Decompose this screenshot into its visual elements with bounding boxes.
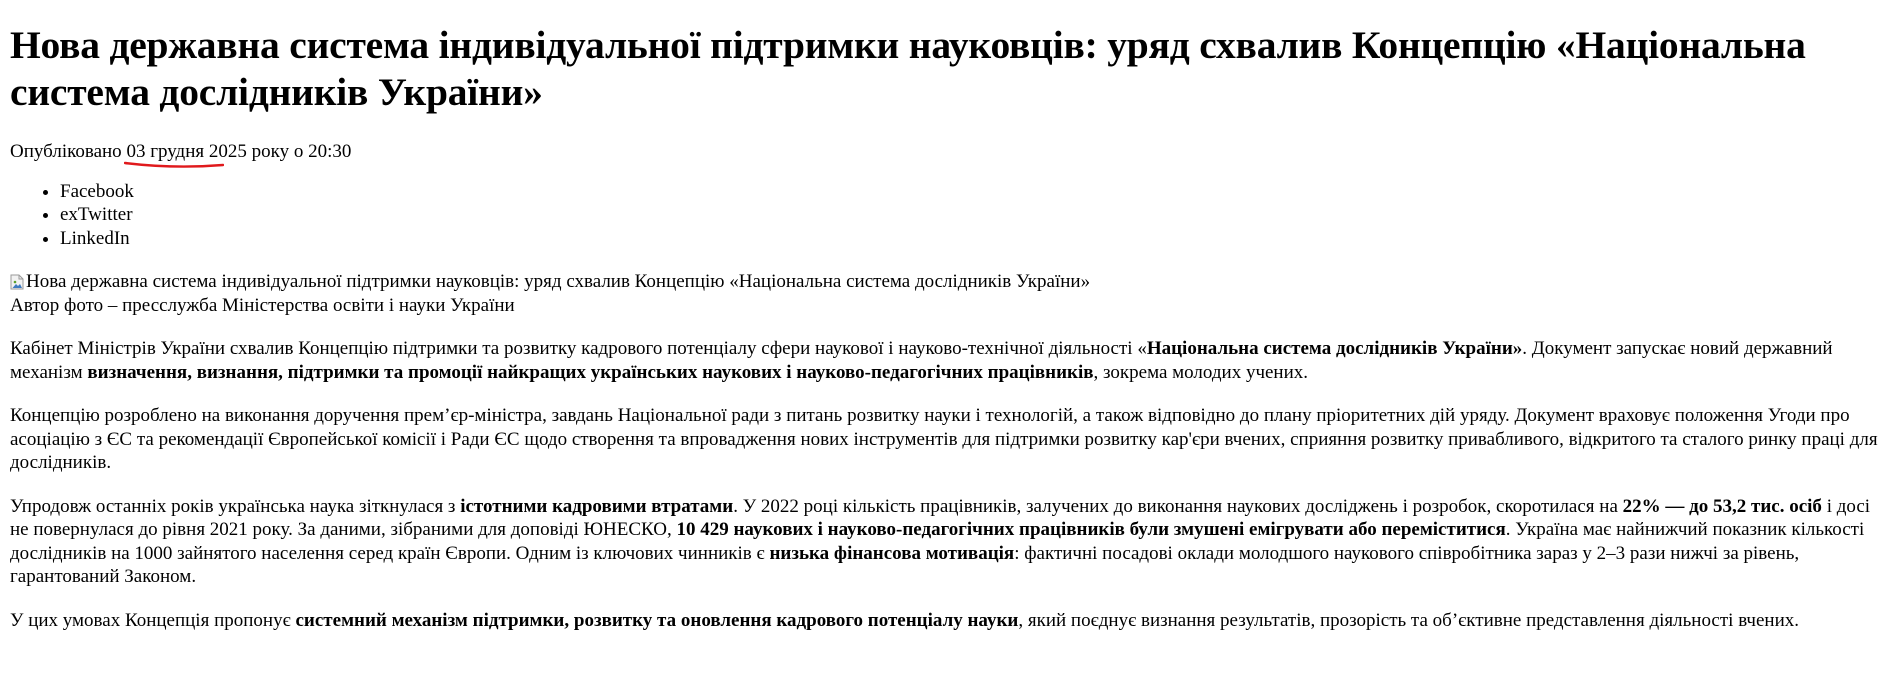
paragraph-3: Упродовж останніх років українська наука зіткнулася з істотними кадровими втратами. У 2022 році кількість працівників, залучених до виконання наукових досліджень і розробок, скоротилася на 22% — до 53,2 тис. осіб і досі не повернулася до рівня 2021 року. За даними, зібраними для доповіді ЮНЕСКО, 10 429 наукових і науково-педагогічних працівників були змушені емігрувати або переміститися. Україна має найнижчий показник кількості дослідників на 1000 зайнятого населення серед країн Європи. Одним із ключових чинників є низька фінансова мотивація: фактичні посадові оклади молодшого наукового співробітника зараз у 2–3 рази нижчі за рівень, гарантований Законом. (10, 495, 1871, 587)
share-twitter[interactable] (60, 203, 1888, 227)
share-twitter-label[interactable]: exTwitter (60, 204, 133, 225)
bold-text: істотними кадровими втратами (460, 495, 734, 517)
broken-image-icon (10, 274, 24, 290)
share-facebook[interactable] (60, 180, 1888, 204)
share-linkedin-label[interactable]: LinkedIn (60, 227, 130, 249)
red-underline-annotation (124, 160, 224, 170)
bold-text: низька фінансова мотивація (769, 542, 1015, 564)
share-linkedin[interactable] (60, 227, 1888, 251)
share-list (10, 180, 1888, 251)
image-alt-text: Нова державна система індивідуальної підтримки науковців: уряд схвалив Концепцію «Національна система дослідників України» (26, 271, 1091, 292)
published-time: о 20:30 (293, 141, 352, 162)
article-title: Нова державна система індивідуальної підтримки науковців: уряд схвалив Концепцію «Національна система дослідників України» (10, 23, 1806, 114)
published-prefix: Опубліковано (10, 141, 122, 162)
image-caption: Автор фото – пресслужба Міністерства освіти і науки України (10, 294, 515, 316)
published-date-text: 03 грудня 2025 року (126, 141, 290, 162)
paragraph-2: Концепцію розроблено на виконання доручення прем’єр-міністра, завдань Національної ради з питань розвитку науки і технологій, а також відповідно до плану пріоритетних дій уряду. Документ враховує положення Угоди про асоціацію з ЄС та рекомендації Європейської комісії і Ради ЄС щодо створення та впровадження нових інструментів для підтримки розвитку кар'єри вчених, сприяння розвитку привабливого, відкритого та сталого ринку праці для дослідників. (10, 405, 1878, 473)
bold-text: системний механізм підтримки, розвитку та оновлення кадрового потенціалу науки (295, 609, 1019, 631)
published-date (126, 140, 289, 164)
bold-text: Національна система дослідників України» (1146, 338, 1523, 359)
bold-text: 22% — до 53,2 тис. осіб (1622, 495, 1822, 517)
bold-text: визначення, визнання, підтримки та промоції найкращих українських наукових і науково-педагогічних працівників (87, 361, 1094, 383)
paragraph-1: Кабінет Міністрів України схвалив Концепцію підтримки та розвитку кадрового потенціалу сфери наукової і науково-технічної діяльності «Національна система дослідників України». Документ запускає новий державний механізм визначення, визнання, підтримки та промоції найкращих українських наукових і науково-педагогічних працівників, зокрема молодих учених. (10, 338, 1833, 383)
article-image (10, 270, 1888, 294)
article-figure (10, 270, 1888, 317)
paragraph-4: У цих умовах Концепція пропонує системний механізм підтримки, розвитку та оновлення кадрового потенціалу науки, який поєднує визнання результатів, прозорість та об’єктивне представлення діяльності вчених. (10, 609, 1800, 631)
published-line (10, 140, 1888, 164)
bold-text: 10 429 наукових і науково-педагогічних працівників були змушені емігрувати або переміститися (676, 519, 1506, 540)
share-facebook-label[interactable]: Facebook (60, 180, 134, 202)
